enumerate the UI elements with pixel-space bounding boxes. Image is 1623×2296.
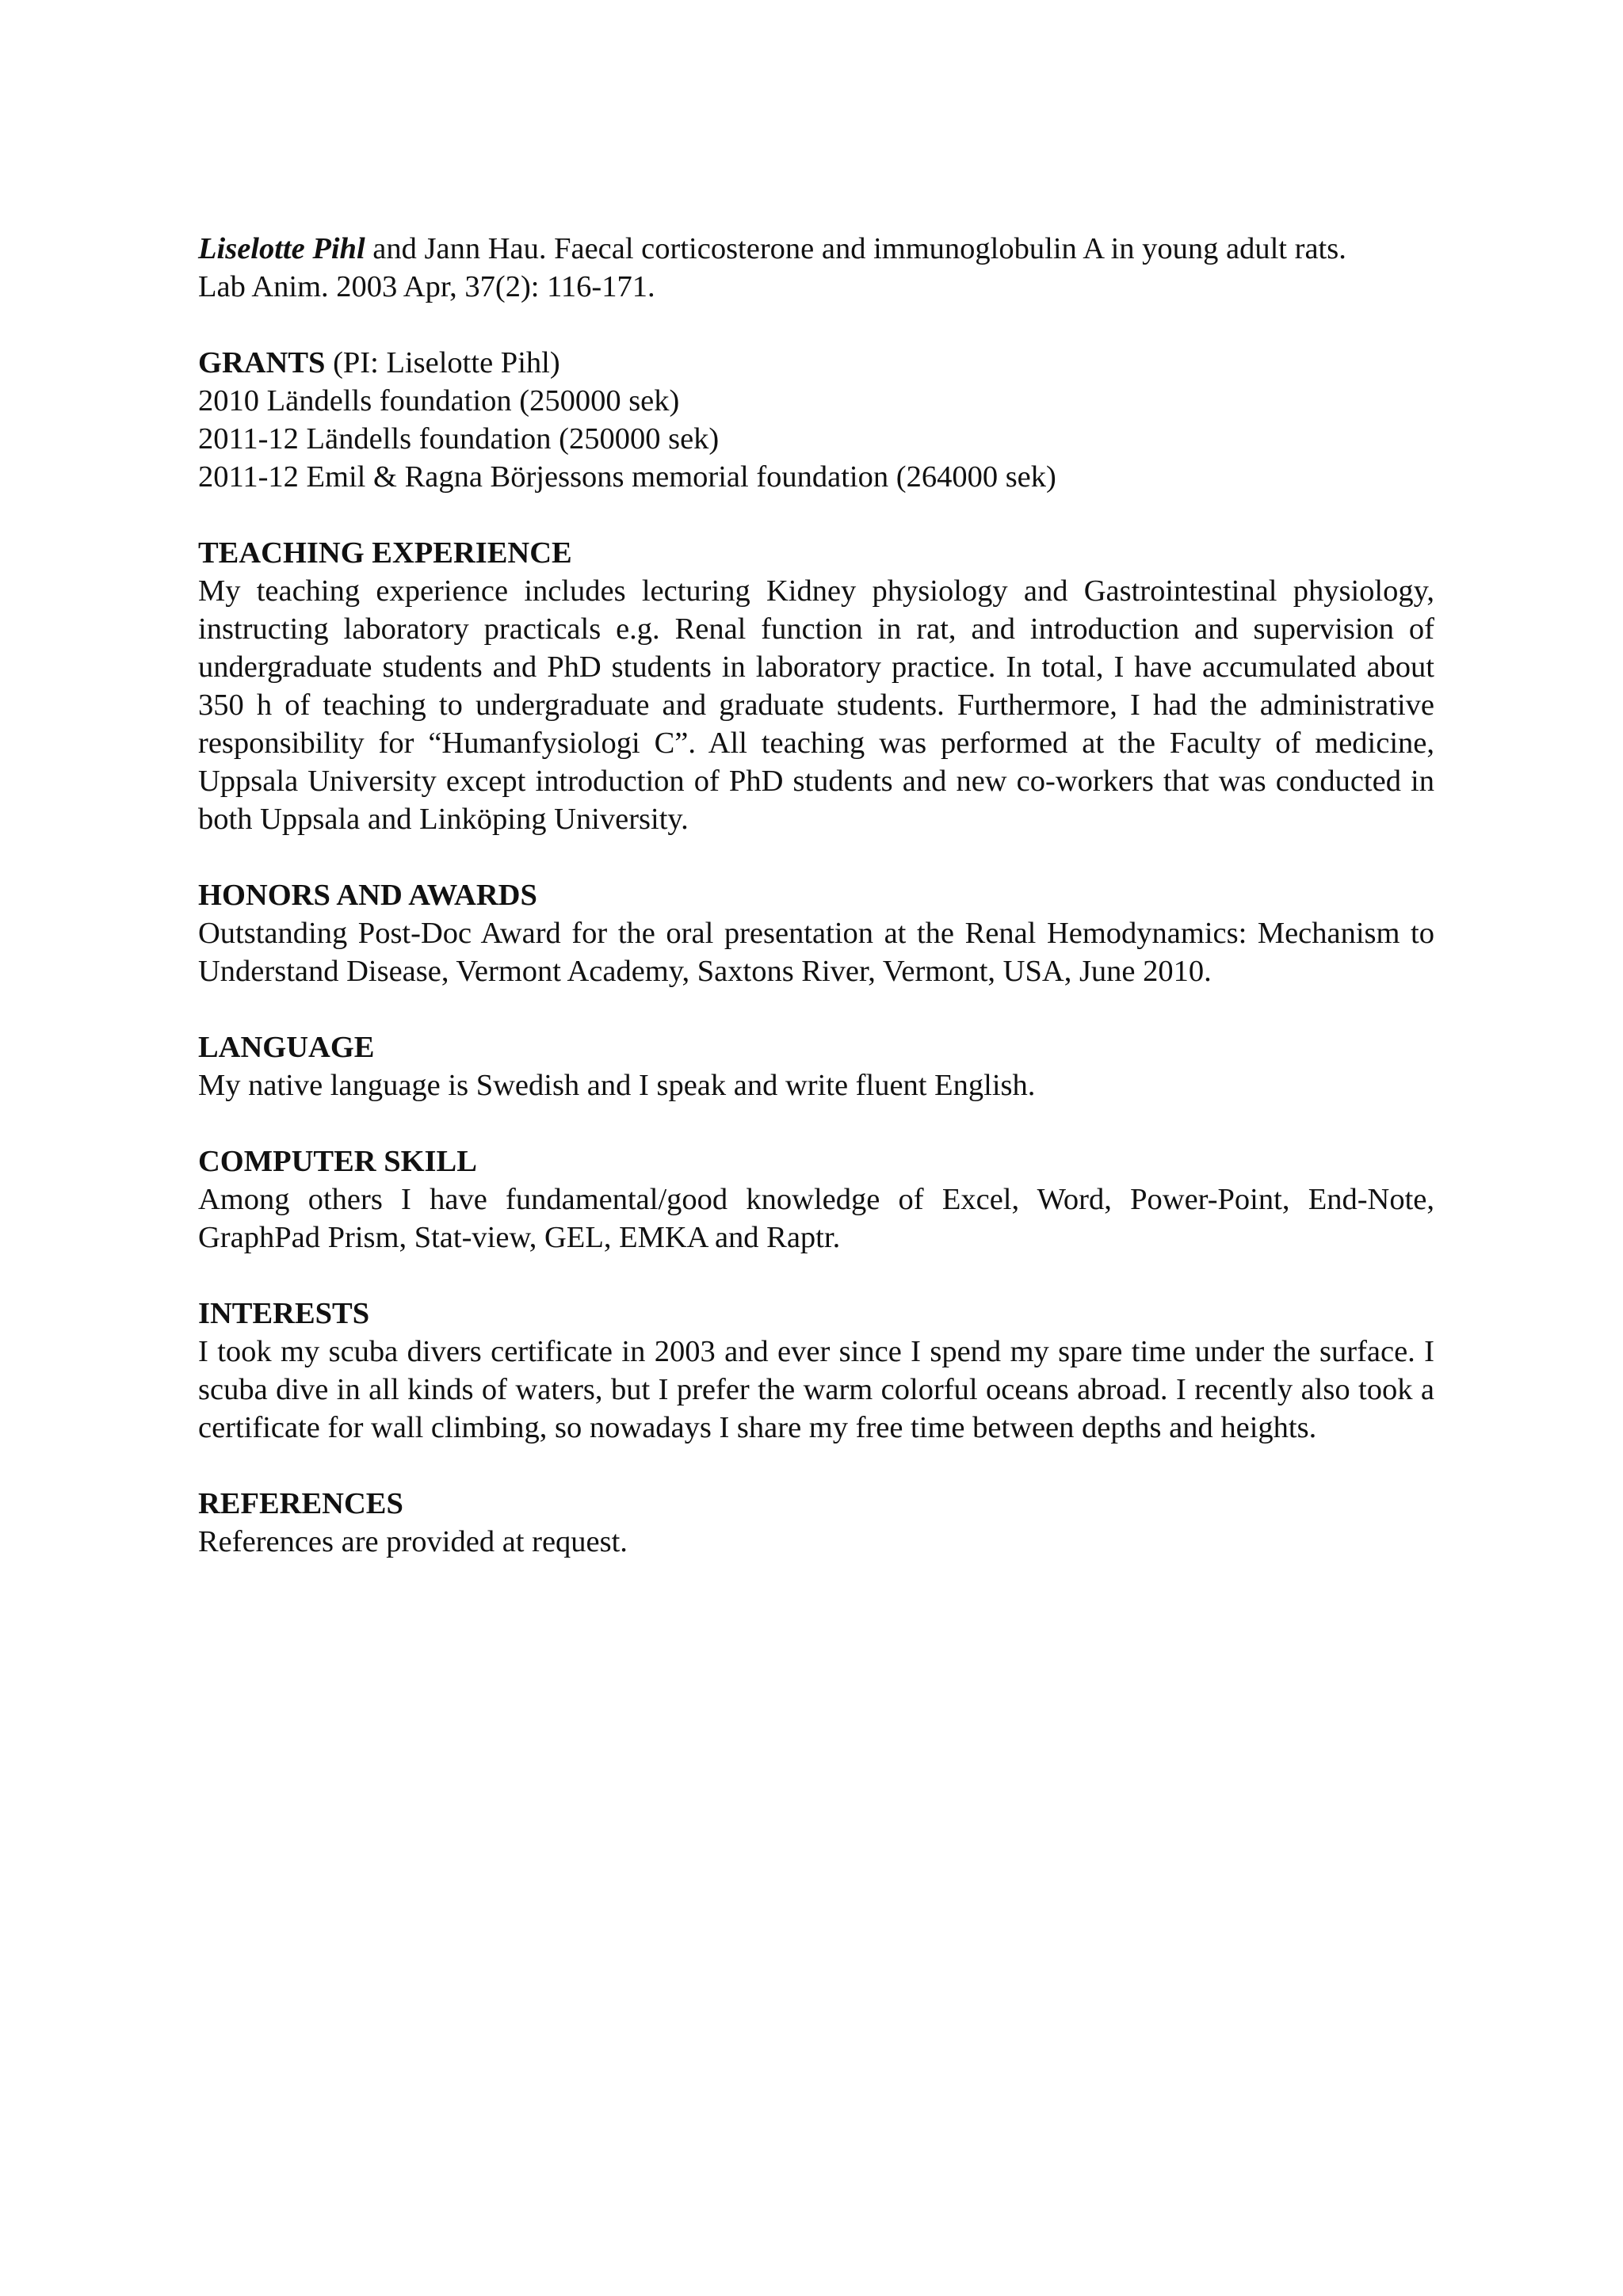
teaching-heading: TEACHING EXPERIENCE <box>198 536 572 570</box>
language-body: My native language is Swedish and I speak and write fluent English. <box>198 1069 1036 1102</box>
publication-citation: and Jann Hau. Faecal corticosterone and immunoglobulin A in young adult rats. <box>365 232 1346 265</box>
interests-section <box>198 1295 1434 1447</box>
interests-heading: INTERESTS <box>198 1297 370 1330</box>
grants-heading-label: GRANTS <box>198 346 326 379</box>
publication-author-highlight: Liselotte Pihl <box>198 232 365 265</box>
honors-heading: HONORS AND AWARDS <box>198 879 537 912</box>
interests-body: I took my scuba divers certificate in 2003 and ever since I spend my spare time under the surface. I scuba dive in all kinds of waters, but I prefer the warm colorful oceans abroad. I recently also took a certificate for wall climbing, so nowadays I share my free time between depths and heights. <box>198 1335 1434 1444</box>
publication-line-2: Lab Anim. 2003 Apr, 37(2): 116-171. <box>198 270 655 303</box>
computer-skill-body: Among others I have fundamental/good knowledge of Excel, Word, Power-Point, End-Note, GraphPad Prism, Stat-view, GEL, EMKA and Raptr. <box>198 1183 1434 1254</box>
teaching-body: My teaching experience includes lecturing Kidney physiology and Gastrointestinal physiology, instructing laboratory practicals e.g. Renal function in rat, and introduction and supervision of undergraduate students and PhD students in laboratory practice. In total, I have accumulated about 350 h of teaching to undergraduate and graduate students. Furthermore, I had the administrative responsibility for “Humanfysiologi C”. All teaching was performed at the Faculty of medicine, Uppsala University except introduction of PhD students and new co-workers that was conducted in both Uppsala and Linköping University. <box>198 574 1434 836</box>
computer-skill-heading: COMPUTER SKILL <box>198 1145 477 1178</box>
grants-heading <box>198 344 1434 382</box>
grant-item: 2011-12 Ländells foundation (250000 sek) <box>198 422 720 456</box>
cv-content <box>198 230 1434 1561</box>
computer-skill-section <box>198 1142 1434 1257</box>
grants-heading-suffix: (PI: Liselotte Pihl) <box>325 346 560 379</box>
references-heading: REFERENCES <box>198 1487 403 1520</box>
publication-entry <box>198 230 1434 306</box>
language-section <box>198 1028 1434 1104</box>
grants-section <box>198 344 1434 496</box>
language-heading: LANGUAGE <box>198 1031 375 1064</box>
honors-section <box>198 876 1434 990</box>
honors-body: Outstanding Post-Doc Award for the oral presentation at the Renal Hemodynamics: Mechanism to Understand Disease, Vermont Academy, Saxtons River, Vermont, USA, June 2010. <box>198 917 1434 988</box>
references-body: References are provided at request. <box>198 1525 628 1558</box>
grant-item: 2011-12 Emil & Ragna Börjessons memorial foundation (264000 sek) <box>198 460 1056 494</box>
grant-item: 2010 Ländells foundation (250000 sek) <box>198 384 680 418</box>
publication-line-1 <box>198 230 1434 268</box>
teaching-section <box>198 534 1434 838</box>
references-section <box>198 1485 1434 1561</box>
